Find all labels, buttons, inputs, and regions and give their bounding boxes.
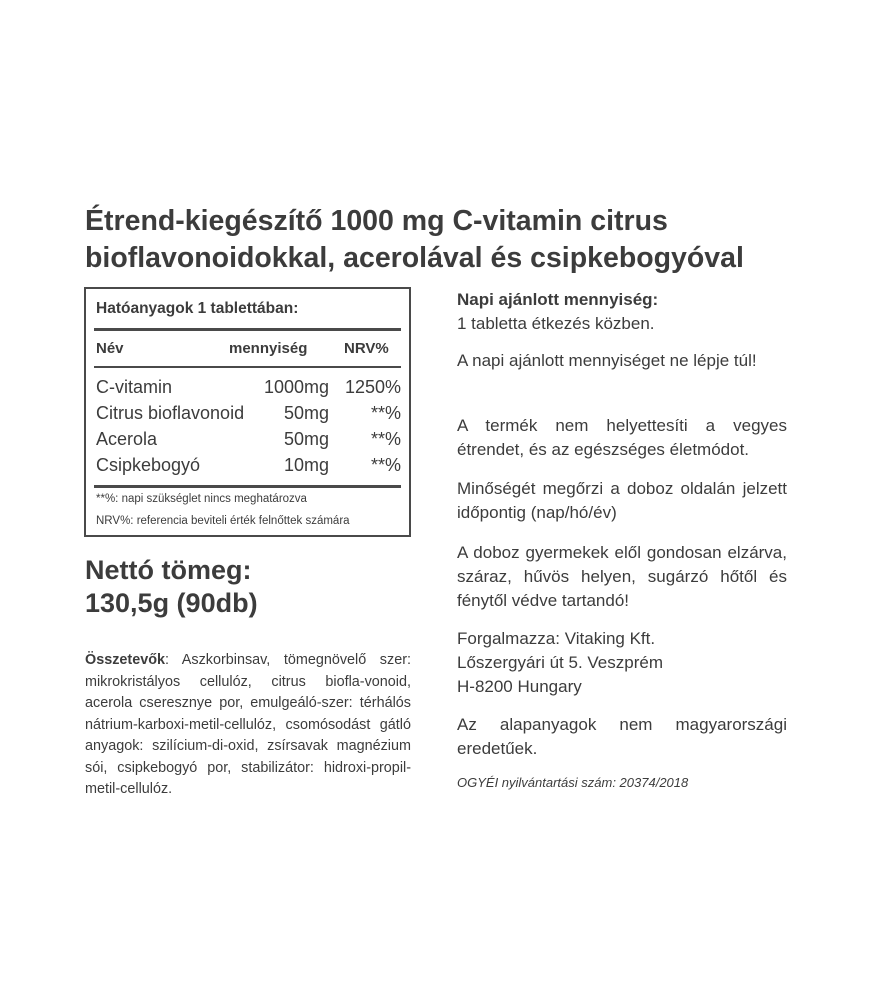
column-header-nrv: NRV%: [344, 340, 389, 357]
row-nrv: 1250%: [344, 377, 401, 397]
row-name: Csipkebogyó: [96, 455, 201, 475]
ingredients-paragraph: [85, 650, 411, 801]
ingredients-label: Összetevők: [85, 652, 165, 668]
dose-warning: A napi ajánlott mennyiséget ne lépje túl!: [457, 351, 757, 370]
best-before-note: Minőségét megőrzi a doboz oldalán jelzett időpontig (nap/hó/év): [457, 479, 787, 522]
distributor-line3: H-8200 Hungary: [457, 677, 582, 696]
ingredients-text: : Aszkorbinsav, tömegnövelő szer: mikrokristályos cellulóz, citrus biofla-vonoid, acerola cseresznye por, emulgeáló-szer: térhálós nátrium-karboxi-metil-cellulóz, csomósodást gátló anyagok: szilícium-di-oxid, zsírsavak magnézium sói, csipkebogyó por, stabilizátor: hidroxi-propil-metil-cellulóz.: [85, 652, 411, 797]
column-header-name: Név: [96, 340, 124, 357]
row-nrv: **%: [370, 403, 401, 423]
row-amount: 50mg: [283, 403, 329, 423]
nutrition-table: [84, 287, 411, 537]
nutrition-heading: Hatóanyagok 1 tablettában:: [96, 300, 299, 317]
table-divider: [94, 328, 401, 331]
row-name: Citrus bioflavonoid: [96, 403, 245, 423]
table-divider: [94, 485, 401, 488]
product-title-line1: Étrend-kiegészítő 1000 mg C-vitamin citrus: [85, 205, 668, 237]
footnote-nrv-definition: NRV%: referencia beviteli érték felnőttek számára: [96, 515, 350, 527]
distributor-line2: Lőszergyári út 5. Veszprém: [457, 653, 663, 672]
product-title-line2: bioflavonoidokkal, acerolával és csipkebogyóval: [85, 242, 744, 274]
table-row: [96, 377, 401, 403]
row-name: C-vitamin: [96, 377, 173, 397]
row-name: Acerola: [96, 429, 158, 449]
row-amount: 10mg: [283, 455, 329, 475]
table-row: [96, 429, 401, 455]
row-nrv: **%: [370, 429, 401, 449]
footnote-nrv-undefined: **%: napi szükséglet nincs meghatározva: [96, 493, 307, 505]
daily-dose-label: Napi ajánlott mennyiség:: [457, 290, 659, 309]
origin-note: Az alapanyagok nem magyarországi eredetűek.: [457, 715, 787, 758]
diet-replacement-note: A termék nem helyettesíti a vegyes étrendet, és az egészséges életmódot.: [457, 416, 787, 459]
net-weight-label: Nettó tömeg:: [85, 555, 252, 585]
distributor-block: [457, 627, 787, 699]
table-divider: [94, 366, 401, 368]
daily-dose-block: [457, 288, 787, 336]
row-amount: 50mg: [283, 429, 329, 449]
table-row: [96, 403, 401, 429]
row-nrv: **%: [370, 455, 401, 475]
product-title: [85, 203, 805, 277]
column-header-amount: mennyiség: [229, 340, 308, 357]
net-weight: [85, 554, 258, 620]
row-amount: 1000mg: [263, 377, 329, 397]
net-weight-value: 130,5g (90db): [85, 588, 258, 618]
storage-note: A doboz gyermekek elől gondosan elzárva, száraz, hűvös helyen, sugárzó hőtől és fénytől védve tartandó!: [457, 543, 787, 610]
daily-dose-text: 1 tabletta étkezés közben.: [457, 314, 655, 333]
registration-number: OGYÉI nyilvántartási szám: 20374/2018: [457, 775, 689, 790]
table-row: [96, 455, 401, 481]
distributor-line1: Forgalmazza: Vitaking Kft.: [457, 629, 656, 648]
